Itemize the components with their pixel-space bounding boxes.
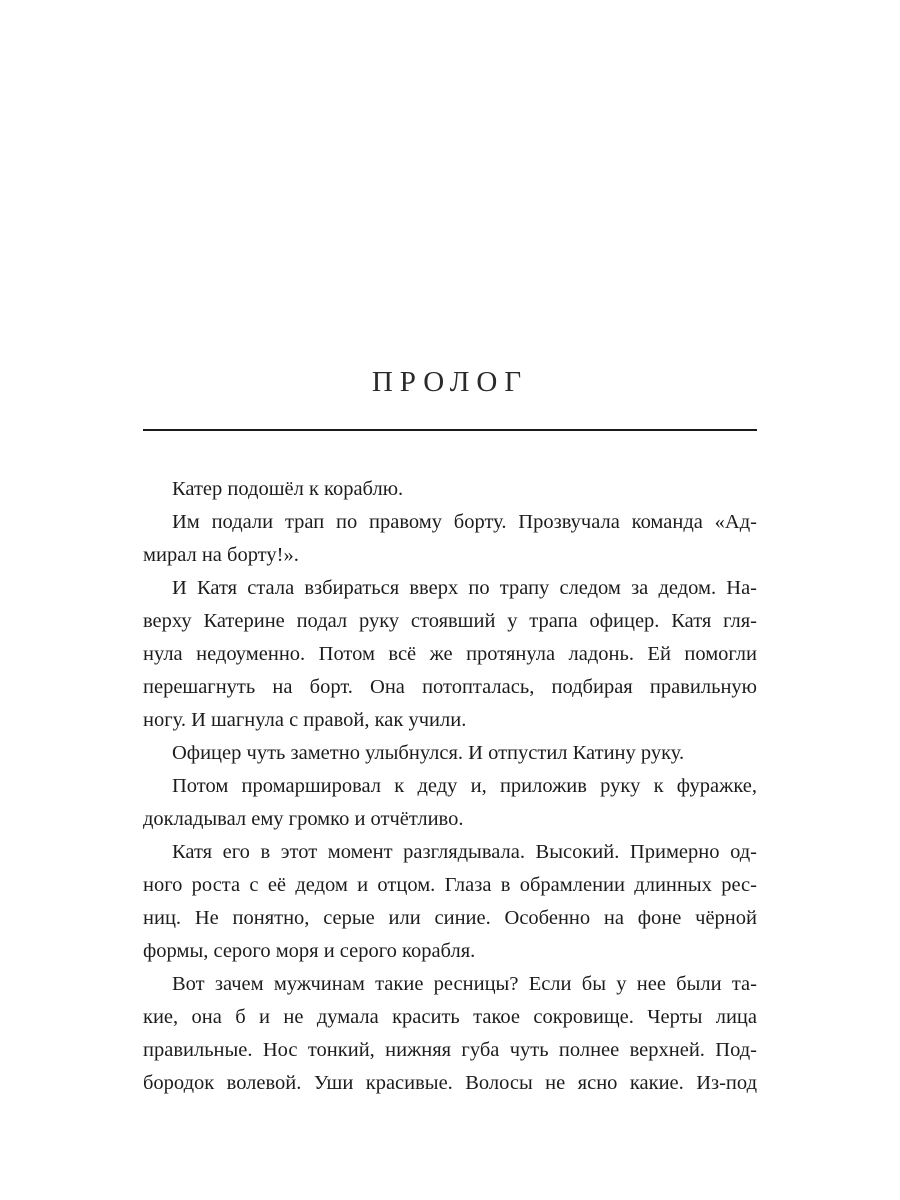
text-line: Офицер чуть заметно улыбнулся. И отпустил Катину руку. <box>172 742 685 764</box>
text-line: перешагнуть на борт. Она потопталась, подбирая правильную <box>143 676 757 698</box>
chapter-divider <box>143 429 757 431</box>
text-line: И Катя стала взбираться вверх по трапу следом за дедом. На- <box>172 577 757 599</box>
text-line: Вот зачем мужчинам такие ресницы? Если бы у нее были та- <box>172 973 757 995</box>
chapter-title: ПРОЛОГ <box>371 366 529 398</box>
text-line: Потом промаршировал к деду и, приложив руку к фуражке, <box>172 775 757 797</box>
text-line: докладывал ему громко и отчётливо. <box>143 808 464 830</box>
text-line: мирал на борту!». <box>143 544 299 566</box>
chapter-body <box>143 473 757 1100</box>
text-line: нула недоуменно. Потом всё же протянула ладонь. Ей помогли <box>143 643 757 665</box>
text-line: бородок волевой. Уши красивые. Волосы не ясно какие. Из-под <box>143 1072 757 1094</box>
text-line: ного роста с её дедом и отцом. Глаза в обрамлении длинных рес- <box>143 874 757 896</box>
text-line: Катя его в этот момент разглядывала. Высокий. Примерно од- <box>172 841 757 863</box>
text-line: Им подали трап по правому борту. Прозвучала команда «Ад- <box>172 511 757 533</box>
text-line: ниц. Не понятно, серые или синие. Особенно на фоне чёрной <box>143 907 757 929</box>
text-line: кие, она б и не думала красить такое сокровище. Черты лица <box>143 1006 757 1028</box>
text-line: формы, серого моря и серого корабля. <box>143 940 476 962</box>
text-line: правильные. Нос тонкий, нижняя губа чуть полнее верхней. Под- <box>143 1039 757 1061</box>
text-line: Катер подошёл к кораблю. <box>172 478 404 500</box>
text-line: ногу. И шагнула с правой, как учили. <box>143 709 467 731</box>
text-line: верху Катерине подал руку стоявший у трапа офицер. Катя гля- <box>143 610 757 632</box>
